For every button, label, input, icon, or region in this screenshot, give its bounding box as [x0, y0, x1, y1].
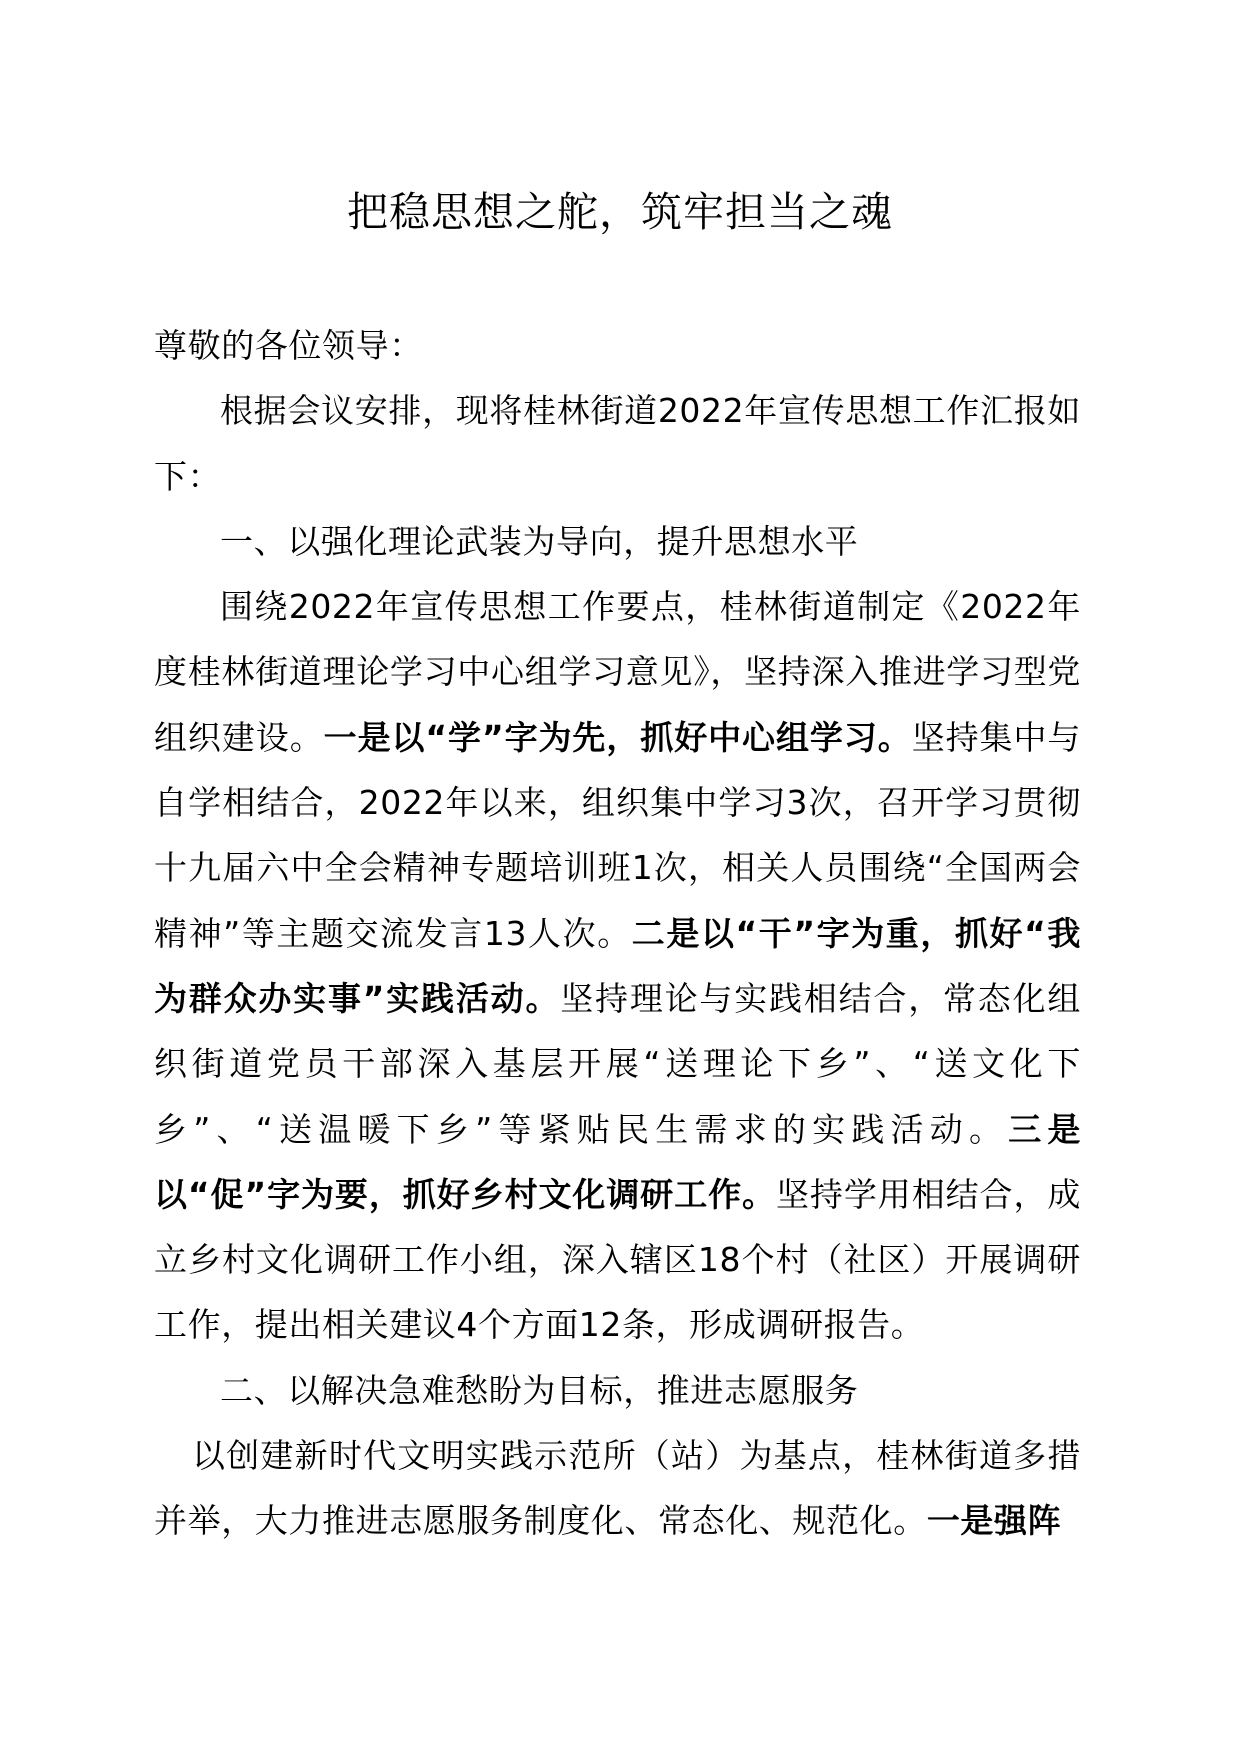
section2-text-a: 以创建新时代文明实践示范所（站）为基点，桂林街道多措并举，大力推进志愿服务制度化、常态化、规范化。	[154, 1436, 1081, 1541]
section1-text-d: 坚持学用相结合，成立乡村文化调研工作小组，深入辖区18个村（社区）开展调研工作，提出相关建议4个方面12条，形成调研报告。	[154, 1174, 1081, 1345]
section2-heading: 二、以解决急难愁盼为目标，推进志愿服务	[220, 1370, 859, 1410]
section1-bold-point-2: 二是以“干”字为重，抓好“我为群众办实事”实践活动。	[154, 913, 1081, 1018]
salutation: 尊敬的各位领导：	[154, 326, 423, 365]
section1-text-c: 坚持理论与实践相结合，常态化组织街道党员干部深入基层开展“送理论下乡”、“送文化下乡”、“送温暖下乡”等紧贴民生需求的实践活动。	[154, 978, 1082, 1149]
section2-paragraph	[154, 1423, 1081, 1554]
section1-paragraph	[154, 574, 1081, 1358]
section1-heading: 一、以强化理论武装为导向，提升思想水平	[220, 521, 859, 561]
section2-bold-point-1: 一是强阵	[926, 1501, 1062, 1541]
page-title: 把稳思想之舵，筑牢担当之魂	[347, 188, 893, 236]
section1-bold-point-3: 三是以“促”字为要，抓好乡村文化调研工作。	[154, 1109, 1082, 1214]
intro-paragraph: 根据会议安排，现将桂林街道2022年宣传思想工作汇报如下：	[154, 391, 1081, 496]
document-body	[154, 313, 1081, 1554]
section1-bold-point-1: 一是以“学”字为先，抓好中心组学习。	[323, 717, 912, 757]
section1-text-a: 围绕2022年宣传思想工作要点，桂林街道制定《2022年度桂林街道理论学习中心组学习意见》，坚持深入推进学习型党组织建设。	[154, 587, 1081, 757]
section1-text-b: 坚持集中与自学相结合，2022年以来，组织集中学习3次，召开学习贯彻十九届六中全会精神专题培训班1次，相关人员围绕“全国两会精神”等主题交流发言13人次。	[154, 717, 1082, 953]
